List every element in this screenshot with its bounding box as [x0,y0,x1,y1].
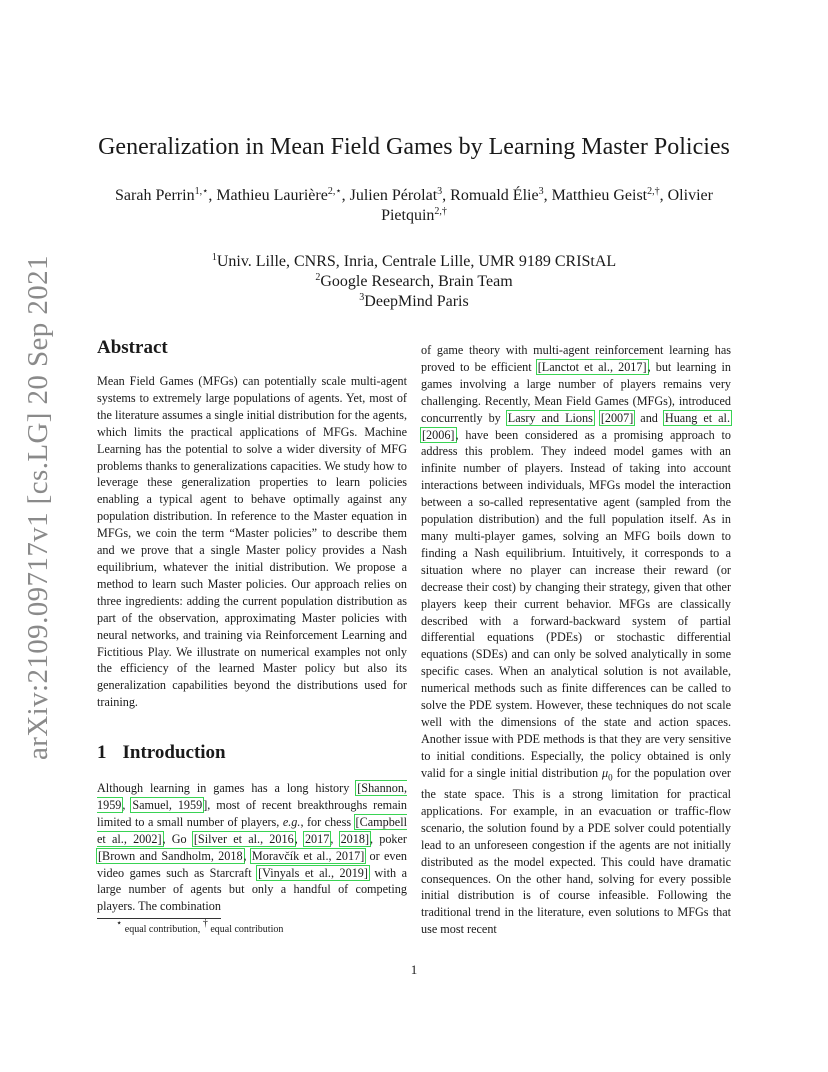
citation-link[interactable]: 2018] [340,831,369,846]
section-number: 1 [97,742,107,763]
footnote-mark: † [202,918,208,929]
text-run: , for chess [300,814,355,829]
text-run: ], most of recent breakthroughs remain limited to a small number of players, [97,797,408,829]
author-name: Julien Pérolat [349,187,438,204]
author-name: Mathieu Laurière [216,187,328,204]
citation-link[interactable]: Lasry and Lions [507,410,593,425]
abstract-heading: Abstract [97,337,168,358]
text-run: with a large number of agents but only a handful of competing players. The combination [97,865,407,914]
text-run: Although learning in games has a long history [97,781,357,795]
text-run: equal contribution, [122,924,203,935]
author-sup: 2,⋆ [327,186,342,197]
citation-link[interactable]: [Shannon, 1959 [97,781,407,812]
citation-link[interactable]: [Lanctot et al., 2017] [537,359,647,374]
intro-paragraph [97,780,407,915]
affiliation-text: DeepMind Paris [364,293,469,310]
text-run: , [294,831,304,846]
citation-link[interactable]: 2017 [304,831,330,846]
math-symbol: μ [601,765,609,780]
text-run: , [122,797,132,812]
affiliation-sup: 1 [211,252,217,263]
citation-link[interactable]: Samuel, 1959 [132,797,203,812]
author-sup: 2,† [647,186,660,197]
text-run: of game theory with multi-agent reinforcement learning has proved to be efficient [421,343,731,374]
text-run: , but learning in games involving a large number of players remains very challenging. Recently, Mean Field Games (MFGs), introduced concurrently by [421,359,732,425]
citation-link[interactable]: Huang et al. [664,410,730,425]
text-run: and [634,410,664,425]
author-sup: 1,⋆ [194,186,209,197]
text-run: , [330,831,340,846]
text-run: for the population over the state space. This is a strong limitation for practical applications. For example, in an evacuation or traffic-flow scenario, the solution found by a PDE solver could potentially lead to an unforeseen congestion if the agents are not initially distributed as the model expected. This could have dramatic consequences. On the other hand, solving for every possible initial distribution is of course infeasible. Following the traditional trend in the literature, even solutions to MFGs that use most recent [421,765,731,937]
citation-link[interactable]: [Brown and Sandholm, 2018 [98,848,243,863]
affiliation [90,252,738,272]
citation-link[interactable]: [2006] [422,427,455,442]
author-name: Olivier Pietquin [381,187,713,224]
text-run: , [243,848,251,863]
citation-link[interactable]: Moravčík et al., 2017] [251,848,365,863]
author-name: Sarah Perrin [115,187,195,204]
affiliation-text: Google Research, Brain Team [320,273,513,290]
citation-link[interactable]: [Campbell et al., 2002] [97,814,407,846]
math-subscript: 0 [608,772,613,783]
text-run: , Go [162,831,193,846]
citation-link[interactable]: [Silver et al., 2016 [193,831,294,846]
affiliation-text: Univ. Lille, CNRS, Inria, Centrale Lille, UMR 9189 CRIStAL [216,253,617,270]
right-column-paragraph [421,342,731,938]
author-sup: 3 [437,186,443,197]
page-number: 1 [410,962,418,977]
author-sup: 2,† [434,206,447,217]
arxiv-stamp: arXiv:2109.09717v1 [cs.LG] 20 Sep 2021 [22,255,54,760]
affiliation [90,292,738,312]
author-sup: 3 [538,186,544,197]
abstract-body: Mean Field Games (MFGs) can potentially scale multi-agent systems to extremely large populations of agents. Yet, most of the literature assumes a single initial distribution for the agents, which limits the practical applications of MFGs. Machine Learning has the potential to solve a wider diversity of MFG problems thanks to generalizations capacities. We study how to leverage these generalization properties to learn policies enabling a typical agent to behave optimally against any population distribution. In reference to the Master equation in MFGs, we coin the term “Master policies” to describe them and we prove that a single Master policy provides a Nash equilibrium, whatever the initial distribution. We propose a method to learn such Master policies. Our approach relies on three ingredients: adding the current population distribution as part of the observation, approximating Master policies with neural networks, and training via Reinforcement Learning and Fictitious Play. We illustrate on numerical examples not only the efficiency of the learned Master policy but also its generalization capabilities beyond the distributions used for training. [97,374,407,710]
affiliation-sup: 3 [359,292,365,303]
affiliation-sup: 2 [315,272,321,283]
author-list: Sarah Perrin$^{1,⋆}$, Mathieu Laurière$^{2,⋆}$, Julien Pérolat$^3$, Romuald Élie$^3$, Matthieu Geist$^{2,\dagger}$, Olivier Pietquin$^{2,\dagger}$ [115,186,713,224]
text-run: or even video games such as Starcraft [97,848,408,880]
affiliations [90,252,738,312]
footnote [116,918,284,935]
affiliation [90,272,738,292]
section-heading [97,742,226,764]
citation-link[interactable]: [2007] [600,410,634,425]
text-run: , poker [370,831,407,846]
author-name: Matthieu Geist [551,187,648,204]
text-run: , have been considered as a promising approach to address this problem. They indeed model games with an infinite number of players. Instead of taking into account interactions between individuals, MFGs model the interaction between a so-called representative agent (sampled from the population distribution) and the full population itself. As in many multi-player games, solving an MFG boils down to finding a Nash equilibrium. Intuitively, it corresponds to a situation where no player can increase their reward (or decrease their cost) by changing their strategy, given that other players keep their current behavior. MFGs are classically described with a forward-backward system of partial differential equations (PDEs) or stochastic differential equations (SDEs) and can only be solved analytically in some specific cases. When an analytical solution is not available, numerical methods such as finite differences can be called to solve the PDE system. However, these techniques do not scale well with the dimensions of the state and action spaces. Another issue with PDE methods is that they are very sensitive to initial conditions. Especially, the policy obtained is only valid for a single initial distribution [421,427,731,780]
author-name: Romuald Élie [450,187,539,204]
footnote-mark: ⋆ [116,918,123,929]
citation-link[interactable]: [Vinyals et al., 2019] [258,865,368,880]
text-run: e.g. [282,814,301,829]
paper-title: Generalization in Mean Field Games by Learning Master Policies [98,134,730,160]
text-run: equal contribution [207,924,284,935]
section-title: Introduction [122,742,226,763]
